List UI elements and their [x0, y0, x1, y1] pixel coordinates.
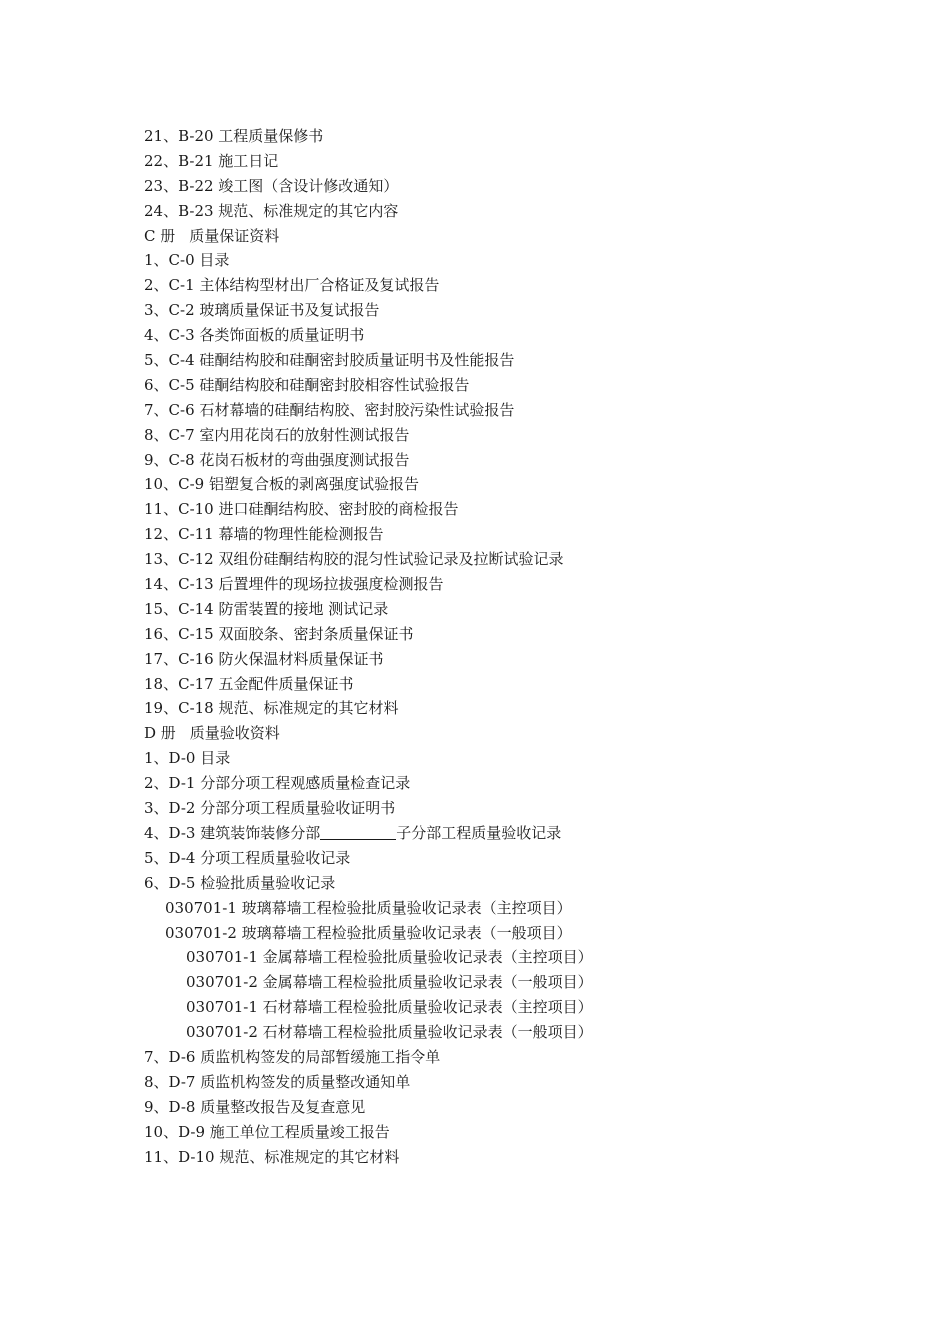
list-item: 10、D-9 施工单位工程质量竣工报告: [144, 1122, 390, 1141]
sub-list-item: 030701-2 金属幕墙工程检验批质量验收记录表（一般项目）: [186, 973, 593, 992]
list-item: 10、C-9 铝塑复合板的剥离强度试验报告: [144, 475, 419, 494]
list-item: 2、C-1 主体结构型材出厂合格证及复试报告: [144, 276, 440, 295]
list-item: 2、D-1 分部分项工程观感质量检查记录: [144, 774, 411, 793]
list-item: 24、B-23 规范、标准规定的其它内容: [144, 201, 399, 220]
list-item-prefix: 4、D-3 建筑装饰装修分部: [144, 823, 321, 842]
sub-list-item: 030701-1 金属幕墙工程检验批质量验收记录表（主控项目）: [186, 948, 593, 967]
sub-list-item: 030701-2 石材幕墙工程检验批质量验收记录表（一般项目）: [186, 1023, 593, 1042]
list-item: 3、C-2 玻璃质量保证书及复试报告: [144, 301, 380, 320]
list-item: 12、C-11 幕墙的物理性能检测报告: [144, 525, 384, 544]
list-item: 14、C-13 后置埋件的现场拉拔强度检测报告: [144, 575, 444, 594]
list-item: 6、D-5 检验批质量验收记录: [144, 873, 336, 892]
list-item: 5、D-4 分项工程质量验收记录: [144, 848, 351, 867]
list-item-with-blank: [144, 821, 864, 846]
section-title: 质量验收资料: [189, 724, 280, 743]
list-item: 11、D-10 规范、标准规定的其它材料: [144, 1147, 400, 1166]
list-item: 3、D-2 分部分项工程质量验收证明书: [144, 799, 396, 818]
list-item: 7、C-6 石材幕墙的硅酮结构胶、密封胶污染性试验报告: [144, 400, 515, 419]
list-item: 21、B-20 工程质量保修书: [144, 127, 324, 145]
list-item: 13、C-12 双组份硅酮结构胶的混匀性试验记录及拉断试验记录: [144, 550, 564, 569]
list-item: 15、C-14 防雷装置的接地 测试记录: [144, 599, 389, 618]
volume-label: D 册: [144, 724, 176, 743]
sub-list-item: 030701-1 石材幕墙工程检验批质量验收记录表（主控项目）: [186, 998, 593, 1017]
list-item: 8、D-7 质监机构签发的质量整改通知单: [144, 1072, 411, 1091]
sub-list-item: 030701-2 玻璃幕墙工程检验批质量验收记录表（一般项目）: [165, 923, 572, 942]
list-item: 17、C-16 防火保温材料质量保证书: [144, 649, 384, 668]
volume-label: C 册: [144, 226, 176, 245]
sub-list-item: 030701-1 玻璃幕墙工程检验批质量验收记录表（主控项目）: [165, 898, 572, 917]
list-item: 11、C-10 进口硅酮结构胶、密封胶的商检报告: [144, 500, 459, 519]
section-heading-d: [144, 721, 864, 746]
document-body: [144, 124, 864, 1169]
list-item: 6、C-5 硅酮结构胶和硅酮密封胶相容性试验报告: [144, 375, 470, 394]
list-item: 19、C-18 规范、标准规定的其它材料: [144, 699, 399, 718]
list-item: 5、C-4 硅酮结构胶和硅酮密封胶质量证明书及性能报告: [144, 351, 515, 370]
fill-in-blank: [320, 825, 396, 840]
list-item: 7、D-6 质监机构签发的局部暂缓施工指令单: [144, 1047, 441, 1066]
list-item: 9、C-8 花岗石板材的弯曲强度测试报告: [144, 450, 410, 469]
section-heading-c: [144, 224, 864, 249]
list-item: 16、C-15 双面胶条、密封条质量保证书: [144, 624, 414, 643]
list-item: 23、B-22 竣工图（含设计修改通知）: [144, 176, 399, 195]
list-item: 9、D-8 质量整改报告及复查意见: [144, 1097, 366, 1116]
list-item: 18、C-17 五金配件质量保证书: [144, 674, 354, 693]
list-item-suffix: 子分部工程质量验收记录: [396, 823, 562, 842]
list-item: 22、B-21 施工日记: [144, 151, 279, 170]
list-item: 1、C-0 目录: [144, 251, 230, 270]
list-item: 4、C-3 各类饰面板的质量证明书: [144, 326, 365, 345]
section-title: 质量保证资料: [189, 226, 280, 245]
list-item: 8、C-7 室内用花岗石的放射性测试报告: [144, 425, 410, 444]
list-item: 1、D-0 目录: [144, 749, 231, 768]
